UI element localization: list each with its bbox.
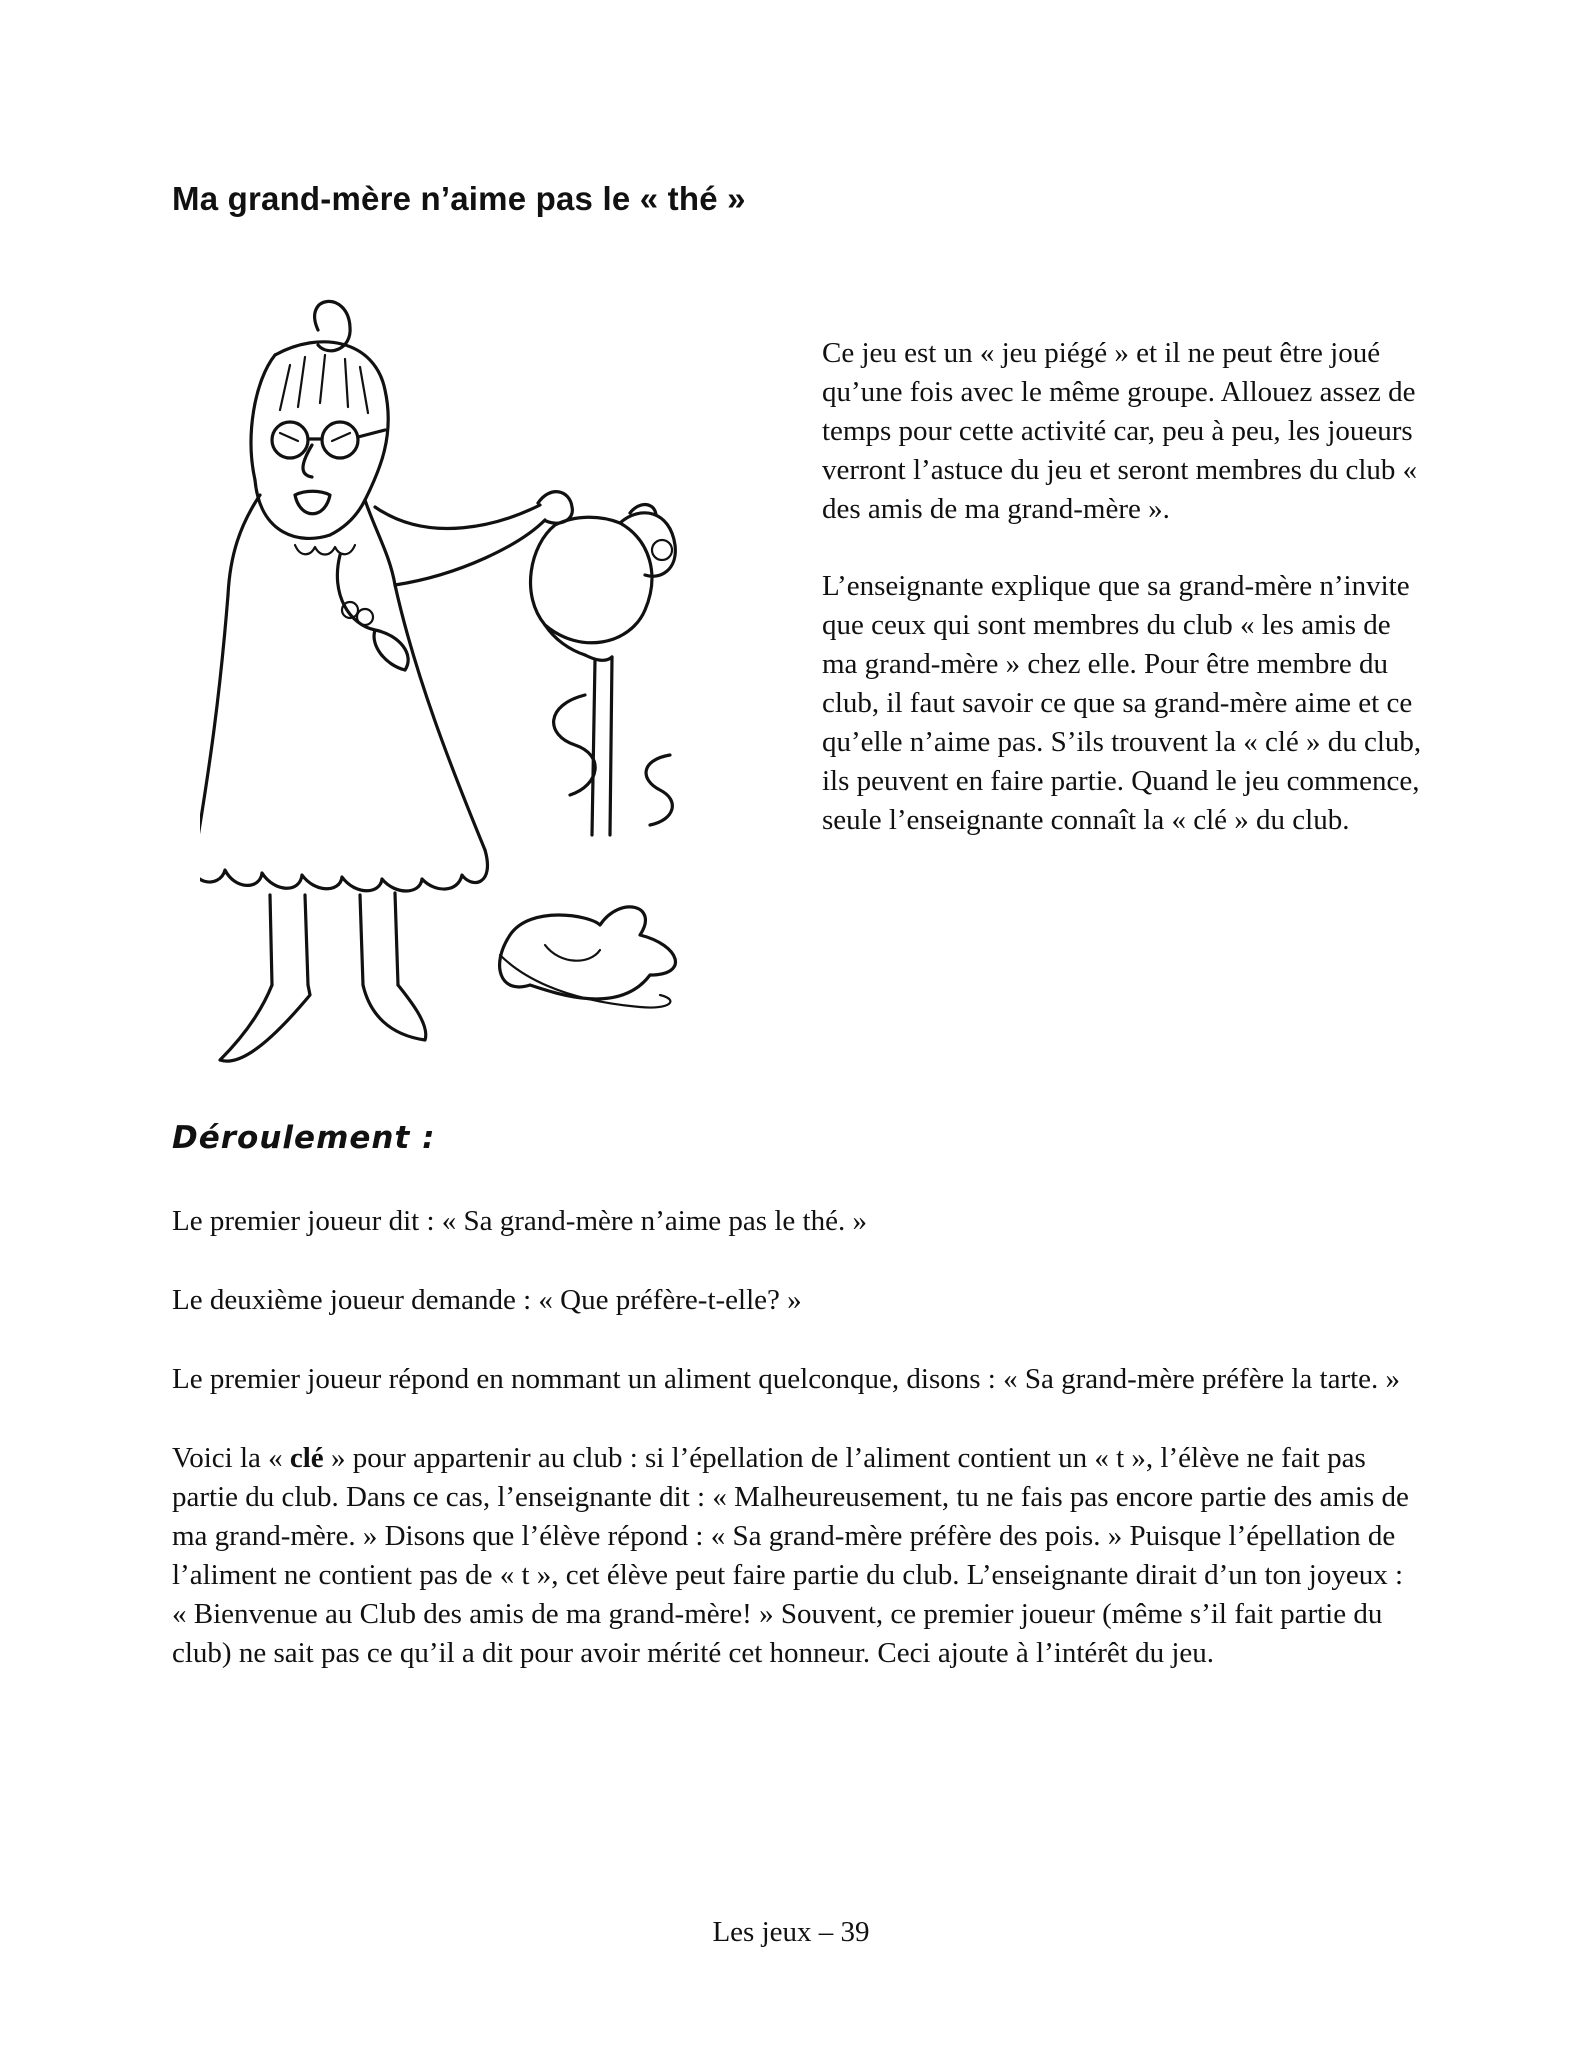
page-title: Ma grand-mère n’aime pas le « thé » [172, 180, 746, 217]
intro-paragraph-2: L’enseignante explique que sa grand-mère n’invite que ceux qui sont membres du club « les amis de ma grand-mère » chez elle. Pour être membre du club, il faut savoir ce que sa grand-mère aime et ce qu’elle n’aime pas. S’ils trouvent la « clé » du club, ils peuvent en faire partie. Quand le jeu commence, seule l’enseignante connaît la « clé » du club. [822, 570, 1422, 836]
section-heading-label: Déroulement [172, 1120, 411, 1156]
body-paragraph-2: Le deuxième joueur demande : « Que préfère-t-elle? » [172, 1284, 802, 1316]
key-rule-text: » pour appartenir au club : si l’épellation de l’aliment contient un « t », l’élève ne fait pas partie du club. Dans ce cas, l’enseignante dit : « Malheureusement, tu ne fais pas encore partie des amis de ma grand-mère. » Disons que l’élève répond : « Sa grand-mère préfère des pois. » Puisque l’épellation de l’aliment ne contient pas de « t », cet élève peut faire partie du club. L’enseignante dirait d’un ton joyeux : « Bienvenue au Club des amis de ma grand-mère! » Souvent, ce premier joueur (même s’il fait partie du club) ne sait pas ce qu’il a dit pour avoir mérité cet honneur. Ceci ajoute à l’intérêt du jeu. [172, 1442, 1409, 1669]
grandmother-pouring-tea-icon [200, 295, 780, 1085]
intro-text [822, 334, 1422, 878]
body-text [172, 1202, 1422, 1713]
key-intro-text: Voici la « [172, 1442, 290, 1474]
body-paragraph-1: Le premier joueur dit : « Sa grand-mère n’aime pas le thé. » [172, 1205, 867, 1237]
body-paragraph-4 [172, 1439, 1422, 1673]
key-word: clé [289, 1442, 324, 1474]
section-heading [172, 1120, 435, 1156]
intro-paragraph-1: Ce jeu est un « jeu piégé » et il ne peut être joué qu’une fois avec le même groupe. Allouez assez de temps pour cette activité car, peu à peu, les joueurs verront l’astuce du jeu et seront membres du club « des amis de ma grand-mère ». [822, 337, 1418, 525]
body-paragraph-3: Le premier joueur répond en nommant un aliment quelconque, disons : « Sa grand-mère préfère la tarte. » [172, 1363, 1401, 1395]
section-heading-colon: : [410, 1120, 436, 1156]
page-footer: Les jeux – 39 [712, 1916, 870, 1948]
